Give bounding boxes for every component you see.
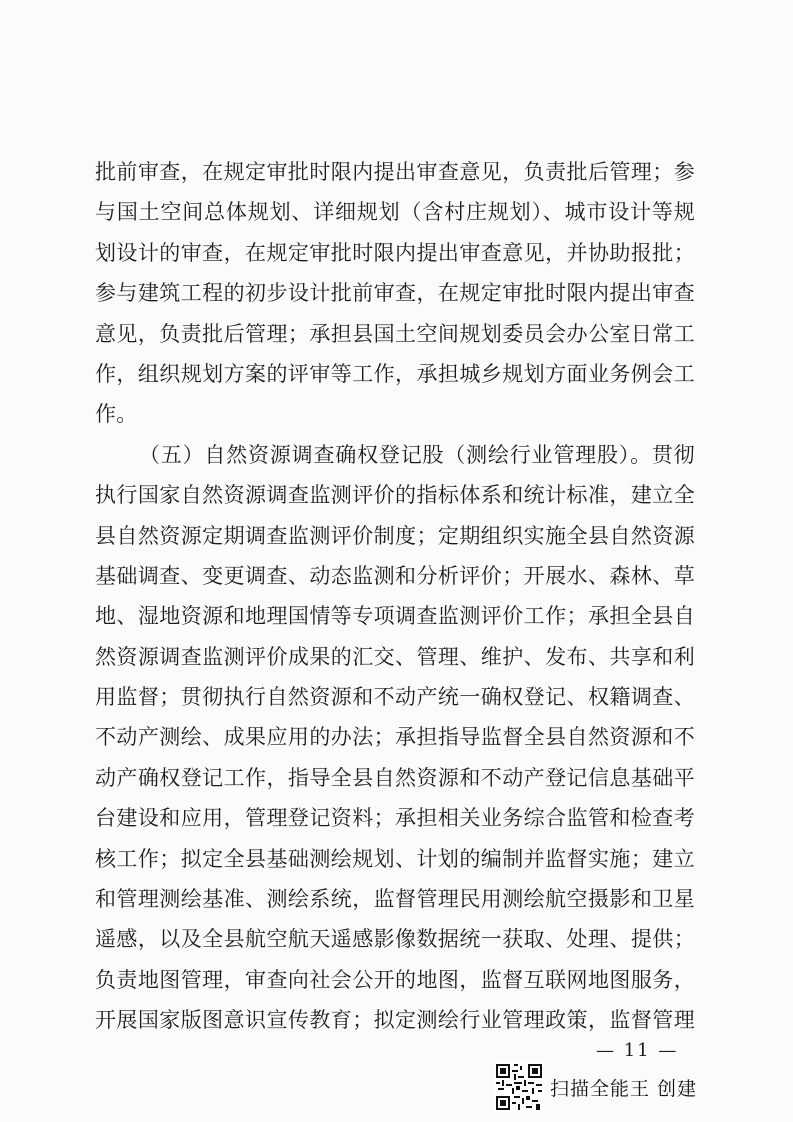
scanner-watermark [494,1062,697,1112]
paragraph-2-line: 开展国家版图意识宣传教育；拟定测绘行业管理政策，监督管理 [95,1008,695,1033]
paragraph-1-line: 作。 [95,402,138,427]
qr-code-icon [494,1062,544,1112]
paragraph-2-line: 和管理测绘基准、测绘系统，监督管理民用测绘航空摄影和卫星 [95,887,695,912]
paragraph-2-heading-line: （五）自然资源调查确权登记股（测绘行业管理股）。贯彻 [139,442,695,467]
paragraph-1-line: 划设计的审查，在规定审批时限内提出审查意见，并协助报批； [95,240,695,265]
watermark-text: 扫描全能王 创建 [550,1077,698,1100]
paragraph-2-line: 执行国家自然资源调查监测评价的指标体系和统计标准，建立全 [95,483,695,508]
paragraph-1-line: 意见，负责批后管理；承担县国土空间规划委员会办公室日常工 [95,321,695,346]
page-number: — 11 — [596,1040,679,1061]
paragraph-2-line: 遥感，以及全县航空航天遥感影像数据统一获取、处理、提供； [95,927,695,952]
paragraph-1-line: 与国土空间总体规划、详细规划（含村庄规划）、城市设计等规 [95,200,695,225]
paragraph-1-line: 参与建筑工程的初步设计批前审查，在规定审批时限内提出审查 [95,281,695,306]
paragraph-2-line: 台建设和应用，管理登记资料；承担相关业务综合监管和检查考 [95,806,695,831]
paragraph-2-line: 基础调查、变更调查、动态监测和分析评价；开展水、森林、草 [95,563,695,588]
paragraph-2-line: 动产确权登记工作，指导全县自然资源和不动产登记信息基础平 [95,765,695,790]
paragraph-1-line: 批前审查，在规定审批时限内提出审查意见，负责批后管理；参 [95,160,695,184]
paragraph-2-line: 核工作；拟定全县基础测绘规划、计划的编制并监督实施；建立 [95,846,695,871]
paragraph-2-line: 地、湿地资源和地理国情等专项调查监测评价工作；承担全县自 [95,604,695,629]
paragraph-1-line: 作，组织规划方案的评审等工作，承担城乡规划方面业务例会工 [95,361,695,386]
paragraph-2-line: 然资源调查监测评价成果的汇交、管理、维护、发布、共享和利 [95,644,695,669]
paragraph-2-line: 不动产测绘、成果应用的办法；承担指导监督全县自然资源和不 [95,725,695,750]
paragraph-2-line: 县自然资源定期调查监测评价制度；定期组织实施全县自然资源 [95,523,695,548]
paragraph-2-line: 用监督；贯彻执行自然资源和不动产统一确权登记、权籍调查、 [95,685,695,710]
body-text [95,152,695,1041]
paragraph-2-line: 负责地图管理，审查向社会公开的地图，监督互联网地图服务， [95,967,695,992]
